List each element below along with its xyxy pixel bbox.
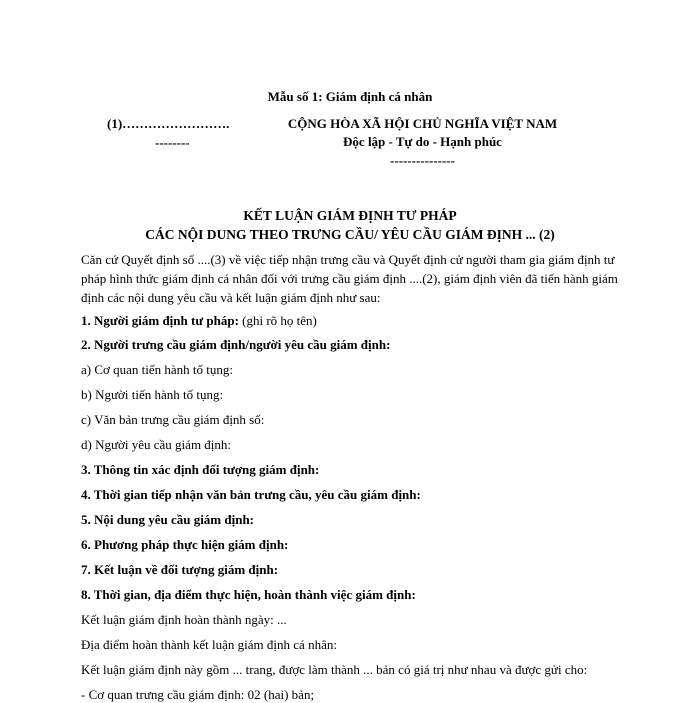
- section-3-title: 3. Thông tin xác định đối tượng giám định:: [81, 462, 320, 477]
- completion-date-line: Kết luận giám định hoàn thành ngày: ...: [81, 612, 287, 627]
- motto-underline: ---------------: [390, 153, 455, 168]
- section-7-title: 7. Kết luận về đối tượng giám định:: [81, 562, 279, 577]
- country-name: CỘNG HÒA XÃ HỘI CHỦ NGHĨA VIỆT NAM: [287, 116, 558, 131]
- section-2-item-a: a) Cơ quan tiến hành tố tụng:: [81, 362, 234, 377]
- document-title: KẾT LUẬN GIÁM ĐỊNH TƯ PHÁP: [243, 208, 457, 223]
- section-1: [81, 313, 317, 329]
- org-underline: --------: [155, 135, 190, 150]
- section-1-title: 1. Người giám định tư pháp:: [81, 313, 239, 328]
- section-2-item-c: c) Văn bản trưng cầu giám định số:: [81, 412, 265, 427]
- section-2-item-d: d) Người yêu cầu giám định:: [81, 437, 232, 452]
- recipient-line: - Cơ quan trưng cầu giám định: 02 (hai) bản;: [81, 687, 315, 702]
- section-2-title: 2. Người trưng cầu giám định/người yêu cầu giám định:: [81, 337, 391, 352]
- section-8-title: 8. Thời gian, địa điểm thực hiện, hoàn thành việc giám định:: [81, 587, 416, 602]
- national-motto: Độc lập - Tự do - Hạnh phúc: [343, 134, 502, 149]
- org-name-placeholder: (1)…………………….: [107, 116, 230, 131]
- document-subtitle: CÁC NỘI DUNG THEO TRƯNG CẦU/ YÊU CẦU GIÁM ĐỊNH ... (2): [145, 227, 555, 242]
- section-2-item-b: b) Người tiến hành tố tụng:: [81, 387, 224, 402]
- form-label: Mẫu số 1: Giám định cá nhân: [267, 89, 433, 104]
- intro-paragraph: Căn cứ Quyết định số ....(3) về việc tiếp nhận trưng cầu và Quyết định cử người tham gia giám định tư pháp hình thức giám định cá nhân đối với trưng cầu giám định ....(2), giám định viên đã tiến hành giám định các nội dung yêu cầu và kết luận giám định như sau:: [81, 252, 618, 305]
- section-4-title: 4. Thời gian tiếp nhận văn bản trưng cầu, yêu cầu giám định:: [81, 487, 421, 502]
- copies-line: Kết luận giám định này gồm ... trang, được làm thành ... bản có giá trị như nhau và được gửi cho:: [81, 662, 588, 677]
- section-1-note: (ghi rõ họ tên): [238, 313, 317, 328]
- completion-place-line: Địa điểm hoàn thành kết luận giám định cá nhân:: [81, 637, 337, 652]
- section-6-title: 6. Phương pháp thực hiện giám định:: [81, 537, 289, 552]
- section-5-title: 5. Nội dung yêu cầu giám định:: [81, 512, 255, 527]
